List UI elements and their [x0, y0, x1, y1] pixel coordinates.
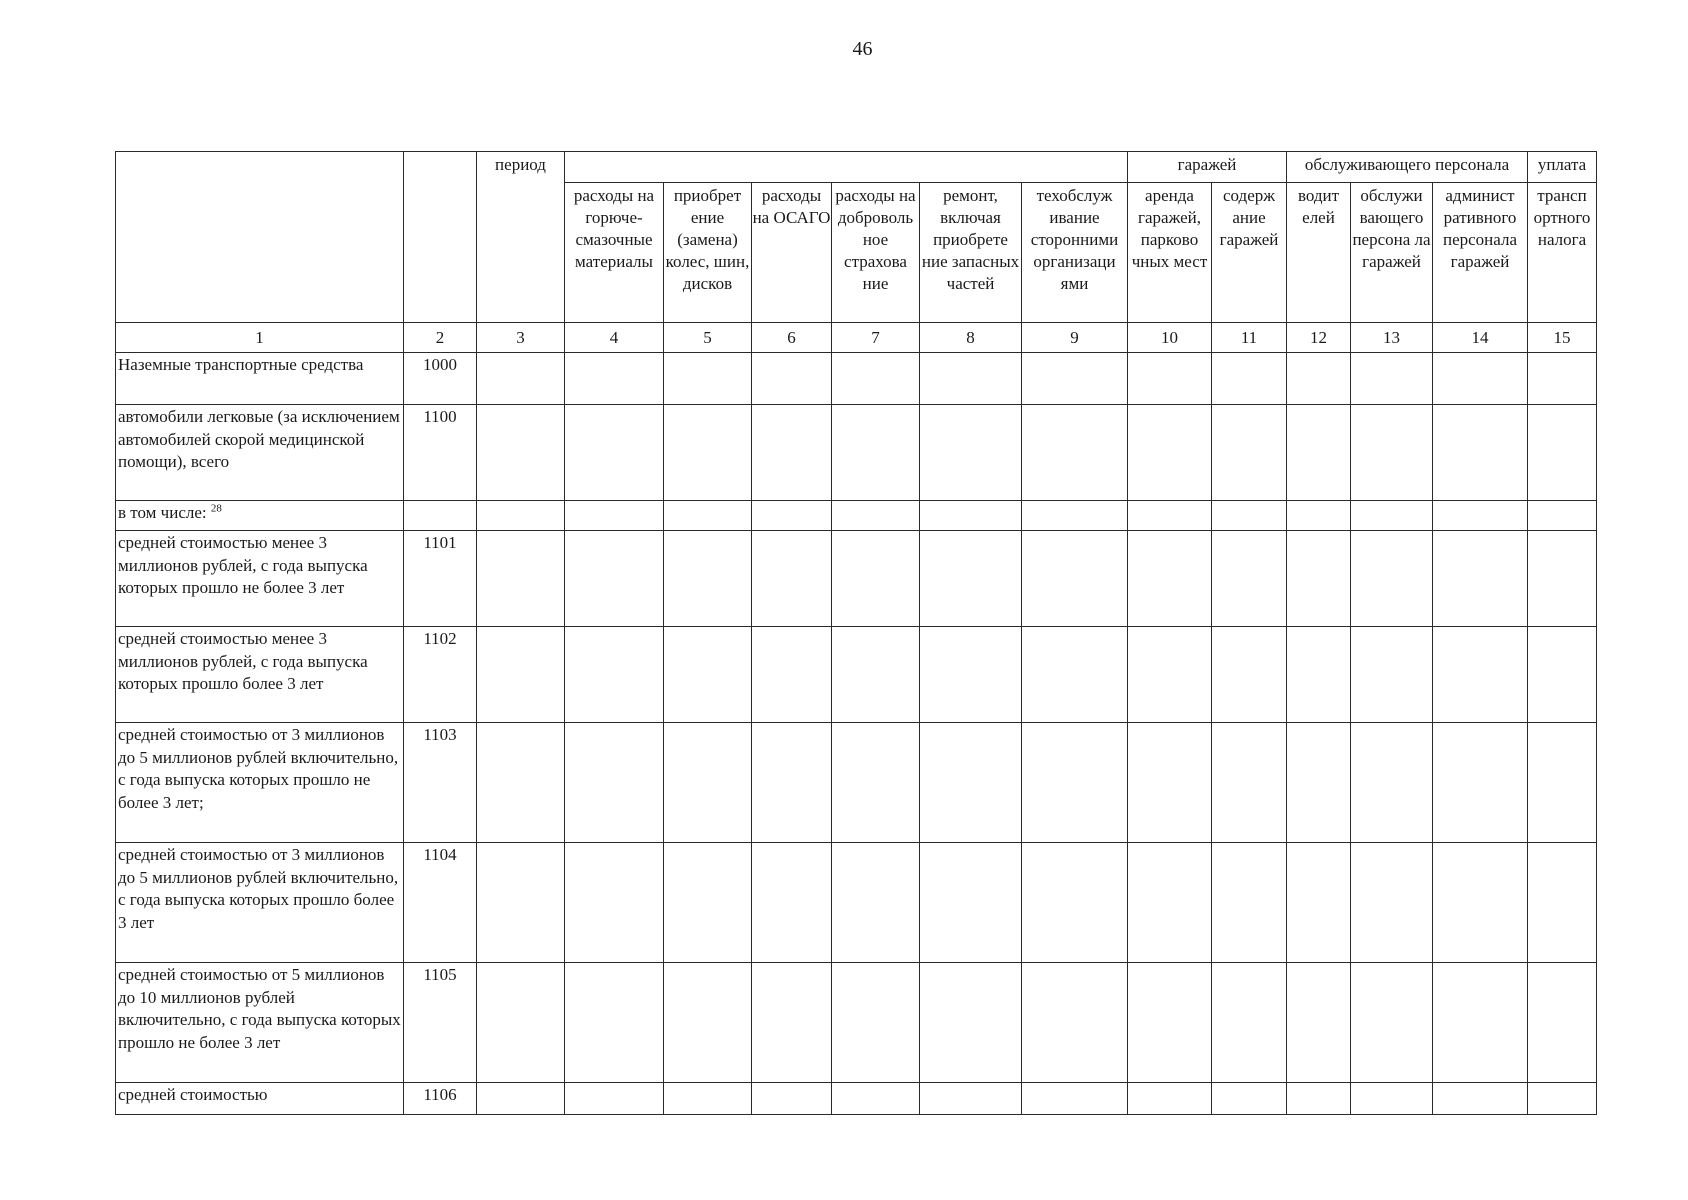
table-row — [116, 353, 1597, 405]
header-col-15: трансп ортного налога — [1528, 183, 1597, 323]
row-code: 1000 — [404, 353, 477, 405]
footnote-ref: 28 — [210, 502, 222, 515]
value-cell-col-4[interactable] — [565, 353, 664, 405]
value-cell-col-7[interactable] — [832, 531, 920, 627]
row-label-text: средней стоимостью — [118, 1085, 268, 1104]
column-number: 4 — [565, 323, 664, 353]
table-row — [116, 723, 1597, 843]
value-cell-col-8[interactable] — [920, 405, 1022, 501]
header-cell-2 — [404, 152, 477, 323]
data-rows — [116, 353, 1597, 1115]
value-cell-col-14[interactable] — [1433, 353, 1528, 405]
value-cell-col-15[interactable] — [1528, 531, 1597, 627]
column-number-row — [116, 323, 1597, 353]
row-label — [116, 723, 404, 843]
value-cell-col-7[interactable] — [832, 405, 920, 501]
row-label — [116, 1083, 404, 1115]
value-cell-col-9[interactable] — [1022, 723, 1128, 843]
row-label — [116, 353, 404, 405]
value-cell-col-14[interactable] — [1433, 531, 1528, 627]
header-col-4: расходы на горюче-смазочные материалы — [565, 183, 664, 323]
table-row — [116, 501, 1597, 531]
row-label-text: средней стоимостью менее 3 миллионов рублей, с года выпуска которых прошло не более 3 лет — [118, 533, 368, 597]
row-label — [116, 405, 404, 501]
value-cell-col-4[interactable] — [565, 627, 664, 723]
value-cell-col-15[interactable] — [1528, 501, 1597, 531]
value-cell-col-14[interactable] — [1433, 843, 1528, 963]
value-cell-col-10[interactable] — [1128, 353, 1212, 405]
value-cell-col-7[interactable] — [832, 843, 920, 963]
column-number: 15 — [1528, 323, 1597, 353]
value-cell-col-15[interactable] — [1528, 963, 1597, 1083]
column-number: 6 — [752, 323, 832, 353]
value-cell-col-11[interactable] — [1212, 723, 1287, 843]
value-cell-col-5[interactable] — [664, 353, 752, 405]
value-cell-col-9[interactable] — [1022, 353, 1128, 405]
row-code: 1103 — [404, 723, 477, 843]
row-label-text: средней стоимостью от 5 миллионов до 10 миллионов рублей включительно, с года выпуска которых прошло не более 3 лет — [118, 965, 401, 1052]
row-label — [116, 843, 404, 963]
value-cell-col-11[interactable] — [1212, 353, 1287, 405]
value-cell-col-12[interactable] — [1287, 723, 1351, 843]
value-cell-col-9[interactable] — [1022, 501, 1128, 531]
value-cell-col-14[interactable] — [1433, 723, 1528, 843]
table-row — [116, 843, 1597, 963]
value-cell-col-7[interactable] — [832, 501, 920, 531]
row-code: 1101 — [404, 531, 477, 627]
table-row — [116, 531, 1597, 627]
row-label — [116, 963, 404, 1083]
value-cell-col-3[interactable] — [477, 501, 565, 531]
value-cell-col-14[interactable] — [1433, 1083, 1528, 1115]
value-cell-col-5[interactable] — [664, 405, 752, 501]
value-cell-col-3[interactable] — [477, 843, 565, 963]
value-cell-col-15[interactable] — [1528, 627, 1597, 723]
header-col-12: водит елей — [1287, 183, 1351, 323]
value-cell-col-3[interactable] — [477, 627, 565, 723]
column-number: 9 — [1022, 323, 1128, 353]
value-cell-col-13[interactable] — [1351, 353, 1433, 405]
value-cell-col-6[interactable] — [752, 501, 832, 531]
value-cell-col-10[interactable] — [1128, 843, 1212, 963]
value-cell-col-9[interactable] — [1022, 1083, 1128, 1115]
value-cell-col-8[interactable] — [920, 627, 1022, 723]
value-cell-col-14[interactable] — [1433, 963, 1528, 1083]
value-cell-col-9[interactable] — [1022, 843, 1128, 963]
value-cell-col-11[interactable] — [1212, 1083, 1287, 1115]
value-cell-col-12[interactable] — [1287, 627, 1351, 723]
value-cell-col-10[interactable] — [1128, 1083, 1212, 1115]
column-number: 13 — [1351, 323, 1433, 353]
header-col-7: расходы на доброволь ное страхова ние — [832, 183, 920, 323]
header-period: период — [477, 152, 565, 323]
value-cell-col-5[interactable] — [664, 843, 752, 963]
column-number: 5 — [664, 323, 752, 353]
expense-table — [115, 151, 1597, 1115]
value-cell-col-4[interactable] — [565, 1083, 664, 1115]
value-cell-col-15[interactable] — [1528, 353, 1597, 405]
value-cell-col-6[interactable] — [752, 353, 832, 405]
value-cell-col-11[interactable] — [1212, 963, 1287, 1083]
value-cell-col-11[interactable] — [1212, 501, 1287, 531]
value-cell-col-3[interactable] — [477, 1083, 565, 1115]
value-cell-col-10[interactable] — [1128, 723, 1212, 843]
header-group-garages: гаражей — [1128, 152, 1287, 183]
value-cell-col-10[interactable] — [1128, 501, 1212, 531]
header-col-10: аренда гаражей, парково чных мест — [1128, 183, 1212, 323]
value-cell-col-5[interactable] — [664, 531, 752, 627]
value-cell-col-13[interactable] — [1351, 843, 1433, 963]
header-col-8: ремонт, включая приобрете ние запасных частей — [920, 183, 1022, 323]
value-cell-col-10[interactable] — [1128, 627, 1212, 723]
header-group-tax: уплата — [1528, 152, 1597, 183]
value-cell-col-12[interactable] — [1287, 501, 1351, 531]
table-row — [116, 963, 1597, 1083]
header-col-14: админист ративного персонала гаражей — [1433, 183, 1528, 323]
column-number: 12 — [1287, 323, 1351, 353]
row-label-text: в том числе: — [118, 503, 207, 522]
column-number: 11 — [1212, 323, 1287, 353]
value-cell-col-6[interactable] — [752, 843, 832, 963]
value-cell-col-9[interactable] — [1022, 405, 1128, 501]
value-cell-col-4[interactable] — [565, 723, 664, 843]
value-cell-col-5[interactable] — [664, 963, 752, 1083]
value-cell-col-12[interactable] — [1287, 353, 1351, 405]
column-number: 2 — [404, 323, 477, 353]
value-cell-col-11[interactable] — [1212, 531, 1287, 627]
value-cell-col-8[interactable] — [920, 843, 1022, 963]
value-cell-col-8[interactable] — [920, 501, 1022, 531]
row-label-text: средней стоимостью от 3 миллионов до 5 миллионов рублей включительно, с года выпуска которых прошло не более 3 лет; — [118, 725, 399, 812]
value-cell-col-4[interactable] — [565, 843, 664, 963]
header-col-11: содерж ание гаражей — [1212, 183, 1287, 323]
row-code: 1105 — [404, 963, 477, 1083]
value-cell-col-11[interactable] — [1212, 405, 1287, 501]
value-cell-col-10[interactable] — [1128, 531, 1212, 627]
value-cell-col-3[interactable] — [477, 405, 565, 501]
value-cell-col-8[interactable] — [920, 353, 1022, 405]
column-number: 10 — [1128, 323, 1212, 353]
row-code: 1102 — [404, 627, 477, 723]
table-row — [116, 405, 1597, 501]
value-cell-col-3[interactable] — [477, 353, 565, 405]
value-cell-col-6[interactable] — [752, 531, 832, 627]
value-cell-col-8[interactable] — [920, 963, 1022, 1083]
value-cell-col-7[interactable] — [832, 627, 920, 723]
row-label-text: средней стоимостью менее 3 миллионов рублей, с года выпуска которых прошло более 3 лет — [118, 629, 368, 693]
value-cell-col-9[interactable] — [1022, 963, 1128, 1083]
value-cell-col-12[interactable] — [1287, 1083, 1351, 1115]
value-cell-col-13[interactable] — [1351, 963, 1433, 1083]
value-cell-col-12[interactable] — [1287, 405, 1351, 501]
value-cell-col-15[interactable] — [1528, 843, 1597, 963]
value-cell-col-13[interactable] — [1351, 531, 1433, 627]
value-cell-col-9[interactable] — [1022, 531, 1128, 627]
column-number: 1 — [116, 323, 404, 353]
value-cell-col-10[interactable] — [1128, 405, 1212, 501]
value-cell-col-5[interactable] — [664, 723, 752, 843]
value-cell-col-14[interactable] — [1433, 627, 1528, 723]
group-header-row — [116, 152, 1597, 183]
row-code: 1100 — [404, 405, 477, 501]
column-number: 7 — [832, 323, 920, 353]
value-cell-col-5[interactable] — [664, 627, 752, 723]
value-cell-col-5[interactable] — [664, 1083, 752, 1115]
value-cell-col-3[interactable] — [477, 963, 565, 1083]
value-cell-col-15[interactable] — [1528, 723, 1597, 843]
value-cell-col-7[interactable] — [832, 723, 920, 843]
row-label-text: средней стоимостью от 3 миллионов до 5 миллионов рублей включительно, с года выпуска которых прошло более 3 лет — [118, 845, 399, 932]
value-cell-col-5[interactable] — [664, 501, 752, 531]
value-cell-col-15[interactable] — [1528, 1083, 1597, 1115]
value-cell-col-12[interactable] — [1287, 531, 1351, 627]
table-row — [116, 627, 1597, 723]
value-cell-col-13[interactable] — [1351, 723, 1433, 843]
value-cell-col-8[interactable] — [920, 531, 1022, 627]
row-code — [404, 501, 477, 531]
column-number: 14 — [1433, 323, 1528, 353]
header-cell-1 — [116, 152, 404, 323]
row-label-text: автомобили легковые (за исключением автомобилей скорой медицинской помощи), всего — [118, 407, 400, 471]
header-group-blank — [565, 152, 1128, 183]
header-col-13: обслужи вающего персона ла гаражей — [1351, 183, 1433, 323]
value-cell-col-3[interactable] — [477, 531, 565, 627]
value-cell-col-15[interactable] — [1528, 405, 1597, 501]
column-number: 3 — [477, 323, 565, 353]
value-cell-col-13[interactable] — [1351, 501, 1433, 531]
value-cell-col-4[interactable] — [565, 963, 664, 1083]
value-cell-col-6[interactable] — [752, 1083, 832, 1115]
row-label-text: Наземные транспортные средства — [118, 355, 364, 374]
value-cell-col-12[interactable] — [1287, 963, 1351, 1083]
row-label — [116, 531, 404, 627]
value-cell-col-6[interactable] — [752, 723, 832, 843]
value-cell-col-4[interactable] — [565, 531, 664, 627]
value-cell-col-11[interactable] — [1212, 627, 1287, 723]
table-row — [116, 1083, 1597, 1115]
value-cell-col-14[interactable] — [1433, 501, 1528, 531]
value-cell-col-8[interactable] — [920, 723, 1022, 843]
column-number: 8 — [920, 323, 1022, 353]
value-cell-col-13[interactable] — [1351, 627, 1433, 723]
value-cell-col-4[interactable] — [565, 405, 664, 501]
row-label — [116, 501, 404, 531]
row-code: 1104 — [404, 843, 477, 963]
value-cell-col-11[interactable] — [1212, 843, 1287, 963]
row-code: 1106 — [404, 1083, 477, 1115]
header-col-5: приобрет ение (замена) колес, шин, дисков — [664, 183, 752, 323]
value-cell-col-7[interactable] — [832, 963, 920, 1083]
value-cell-col-12[interactable] — [1287, 843, 1351, 963]
header-col-9: техобслуж ивание сторонними организаци ями — [1022, 183, 1128, 323]
value-cell-col-14[interactable] — [1433, 405, 1528, 501]
value-cell-col-13[interactable] — [1351, 1083, 1433, 1115]
value-cell-col-8[interactable] — [920, 1083, 1022, 1115]
value-cell-col-6[interactable] — [752, 627, 832, 723]
value-cell-col-7[interactable] — [832, 1083, 920, 1115]
value-cell-col-6[interactable] — [752, 405, 832, 501]
value-cell-col-7[interactable] — [832, 353, 920, 405]
page-number: 46 — [852, 38, 873, 60]
header-group-service-staff: обслуживающего персонала — [1287, 152, 1528, 183]
value-cell-col-13[interactable] — [1351, 405, 1433, 501]
value-cell-col-4[interactable] — [565, 501, 664, 531]
value-cell-col-3[interactable] — [477, 723, 565, 843]
value-cell-col-6[interactable] — [752, 963, 832, 1083]
value-cell-col-10[interactable] — [1128, 963, 1212, 1083]
header-col-6: расходы на ОСАГО — [752, 183, 832, 323]
row-label — [116, 627, 404, 723]
value-cell-col-9[interactable] — [1022, 627, 1128, 723]
